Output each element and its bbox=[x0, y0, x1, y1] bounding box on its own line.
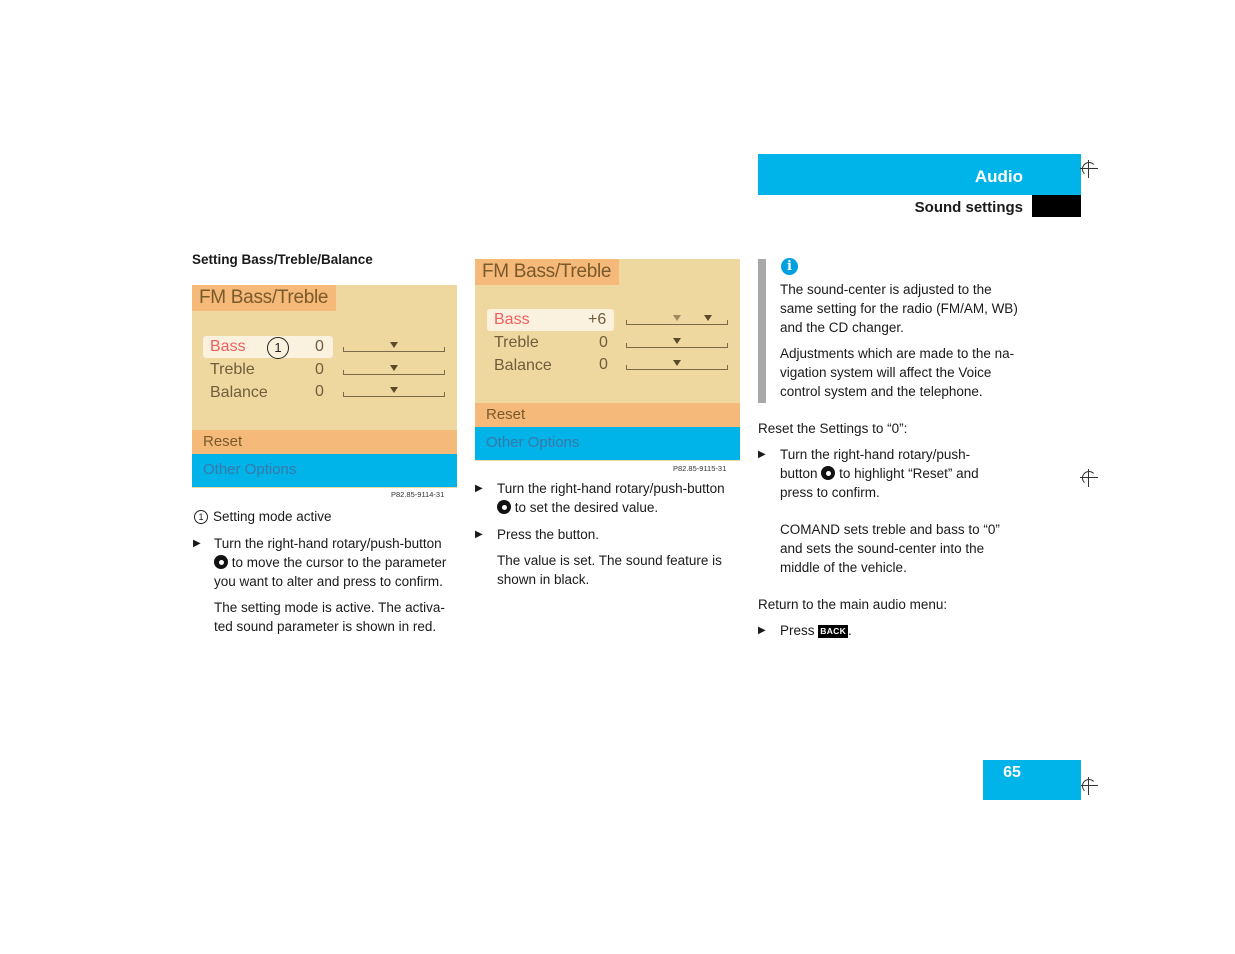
rotary-knob-icon bbox=[821, 466, 835, 480]
screen-title: FM Bass/Treble bbox=[192, 285, 336, 311]
slider-balance bbox=[626, 361, 728, 370]
text-line: The setting mode is active. The activa- bbox=[214, 600, 445, 615]
col2-note bbox=[497, 551, 742, 589]
slider-bass bbox=[626, 316, 728, 325]
col1-note bbox=[214, 598, 464, 636]
info-paragraph-2 bbox=[780, 344, 1035, 401]
screen-fm-bass-treble-2 bbox=[475, 259, 740, 461]
text-span: to highlight “Reset” and bbox=[839, 466, 979, 481]
page-number: 65 bbox=[1003, 764, 1021, 781]
slider-marker bbox=[390, 365, 398, 371]
slider-bass bbox=[343, 343, 445, 352]
screen-fm-bass-treble-1 bbox=[192, 285, 457, 488]
text-line: The sound-center is adjusted to the bbox=[780, 282, 992, 297]
text-line: vigation system will affect the Voice bbox=[780, 365, 992, 380]
rotary-knob-icon bbox=[214, 555, 228, 569]
text-line bbox=[497, 498, 742, 517]
section-marker bbox=[1032, 195, 1081, 217]
bullet-arrow-icon: ▶ bbox=[475, 529, 483, 540]
row-label-treble: Treble bbox=[494, 334, 539, 351]
slider-marker bbox=[673, 338, 681, 344]
slider-marker bbox=[390, 342, 398, 348]
text-line: control system and the telephone. bbox=[780, 384, 983, 399]
text-span: button bbox=[780, 466, 818, 481]
text-line: Adjustments which are made to the na- bbox=[780, 346, 1015, 361]
crop-mark-icon bbox=[1080, 469, 1098, 487]
slider-marker bbox=[673, 360, 681, 366]
row-value-treble: 0 bbox=[315, 361, 324, 378]
row-label-balance: Balance bbox=[494, 357, 552, 374]
section-title: Sound settings bbox=[914, 199, 1023, 216]
row-value-treble: 0 bbox=[599, 334, 608, 351]
figure-code: P82.85-9114-31 bbox=[391, 490, 445, 499]
bullet-arrow-icon: ▶ bbox=[758, 625, 766, 636]
text-span: to move the cursor to the parameter bbox=[231, 555, 447, 570]
text-line: COMAND sets treble and bass to “0” bbox=[780, 522, 1000, 537]
text-line bbox=[214, 553, 464, 572]
text-span: . bbox=[848, 623, 852, 638]
text-line: and the CD changer. bbox=[780, 320, 904, 335]
col3-result bbox=[780, 520, 1035, 577]
return-intro: Return to the main audio menu: bbox=[758, 597, 948, 612]
menu-reset: Reset bbox=[192, 430, 457, 454]
rotary-knob-icon bbox=[497, 500, 511, 514]
screen-title: FM Bass/Treble bbox=[475, 259, 619, 285]
row-label-balance: Balance bbox=[210, 384, 268, 401]
text-line: you want to alter and press to confirm. bbox=[214, 574, 443, 589]
col3-step1 bbox=[780, 445, 1035, 502]
text-line bbox=[780, 464, 1035, 483]
bullet-arrow-icon: ▶ bbox=[758, 449, 766, 460]
legend-item bbox=[194, 507, 332, 526]
slider-treble bbox=[343, 366, 445, 375]
legend-number: 1 bbox=[194, 510, 208, 524]
row-value-bass: 0 bbox=[315, 338, 324, 355]
slider-treble bbox=[626, 339, 728, 348]
text-line: The value is set. The sound feature is bbox=[497, 553, 722, 568]
crop-mark-icon bbox=[1080, 160, 1098, 178]
section-heading: Setting Bass/Treble/Balance bbox=[192, 252, 373, 267]
col1-step bbox=[214, 534, 464, 591]
row-value-balance: 0 bbox=[599, 356, 608, 373]
bullet-arrow-icon: ▶ bbox=[475, 483, 483, 494]
text-line: Turn the right-hand rotary/push-button bbox=[214, 536, 442, 551]
row-label-bass: Bass bbox=[494, 311, 530, 328]
text-line: Turn the right-hand rotary/push- bbox=[780, 447, 971, 462]
text-line: press to confirm. bbox=[780, 485, 880, 500]
row-value-balance: 0 bbox=[315, 383, 324, 400]
slider-marker bbox=[390, 387, 398, 393]
text-line: ted sound parameter is shown in red. bbox=[214, 619, 437, 634]
info-box-bar bbox=[758, 259, 766, 403]
text-span: to set the desired value. bbox=[514, 500, 659, 515]
reset-intro: Reset the Settings to “0”: bbox=[758, 421, 908, 436]
text-line: and sets the sound-center into the bbox=[780, 541, 985, 556]
slider-marker bbox=[704, 315, 712, 321]
menu-other-options: Other Options bbox=[192, 454, 457, 487]
callout-1: 1 bbox=[267, 337, 289, 359]
text-span: Press bbox=[780, 623, 815, 638]
text-line: middle of the vehicle. bbox=[780, 560, 907, 575]
chapter-title: Audio bbox=[974, 167, 1023, 186]
menu-other-options: Other Options bbox=[475, 427, 740, 460]
col3-step2 bbox=[780, 621, 852, 640]
text-line: same setting for the radio (FM/AM, WB) bbox=[780, 301, 1018, 316]
menu-reset: Reset bbox=[475, 403, 740, 427]
info-paragraph-1 bbox=[780, 280, 1035, 337]
legend-text: Setting mode active bbox=[213, 509, 332, 524]
figure-code: P82.85-9115-31 bbox=[673, 464, 727, 473]
row-label-bass: Bass bbox=[210, 338, 246, 355]
text-line: Turn the right-hand rotary/push-button bbox=[497, 481, 725, 496]
row-value-bass: +6 bbox=[588, 311, 607, 328]
col2-step2: Press the button. bbox=[497, 527, 600, 542]
row-label-treble: Treble bbox=[210, 361, 255, 378]
text-line: shown in black. bbox=[497, 572, 590, 587]
crop-mark-icon bbox=[1080, 777, 1098, 795]
slider-balance bbox=[343, 388, 445, 397]
col2-step1 bbox=[497, 479, 742, 517]
info-icon: i bbox=[781, 258, 798, 275]
slider-center-marker bbox=[673, 315, 681, 321]
bullet-arrow-icon: ▶ bbox=[193, 538, 201, 549]
back-key-icon: BACK bbox=[820, 626, 847, 636]
